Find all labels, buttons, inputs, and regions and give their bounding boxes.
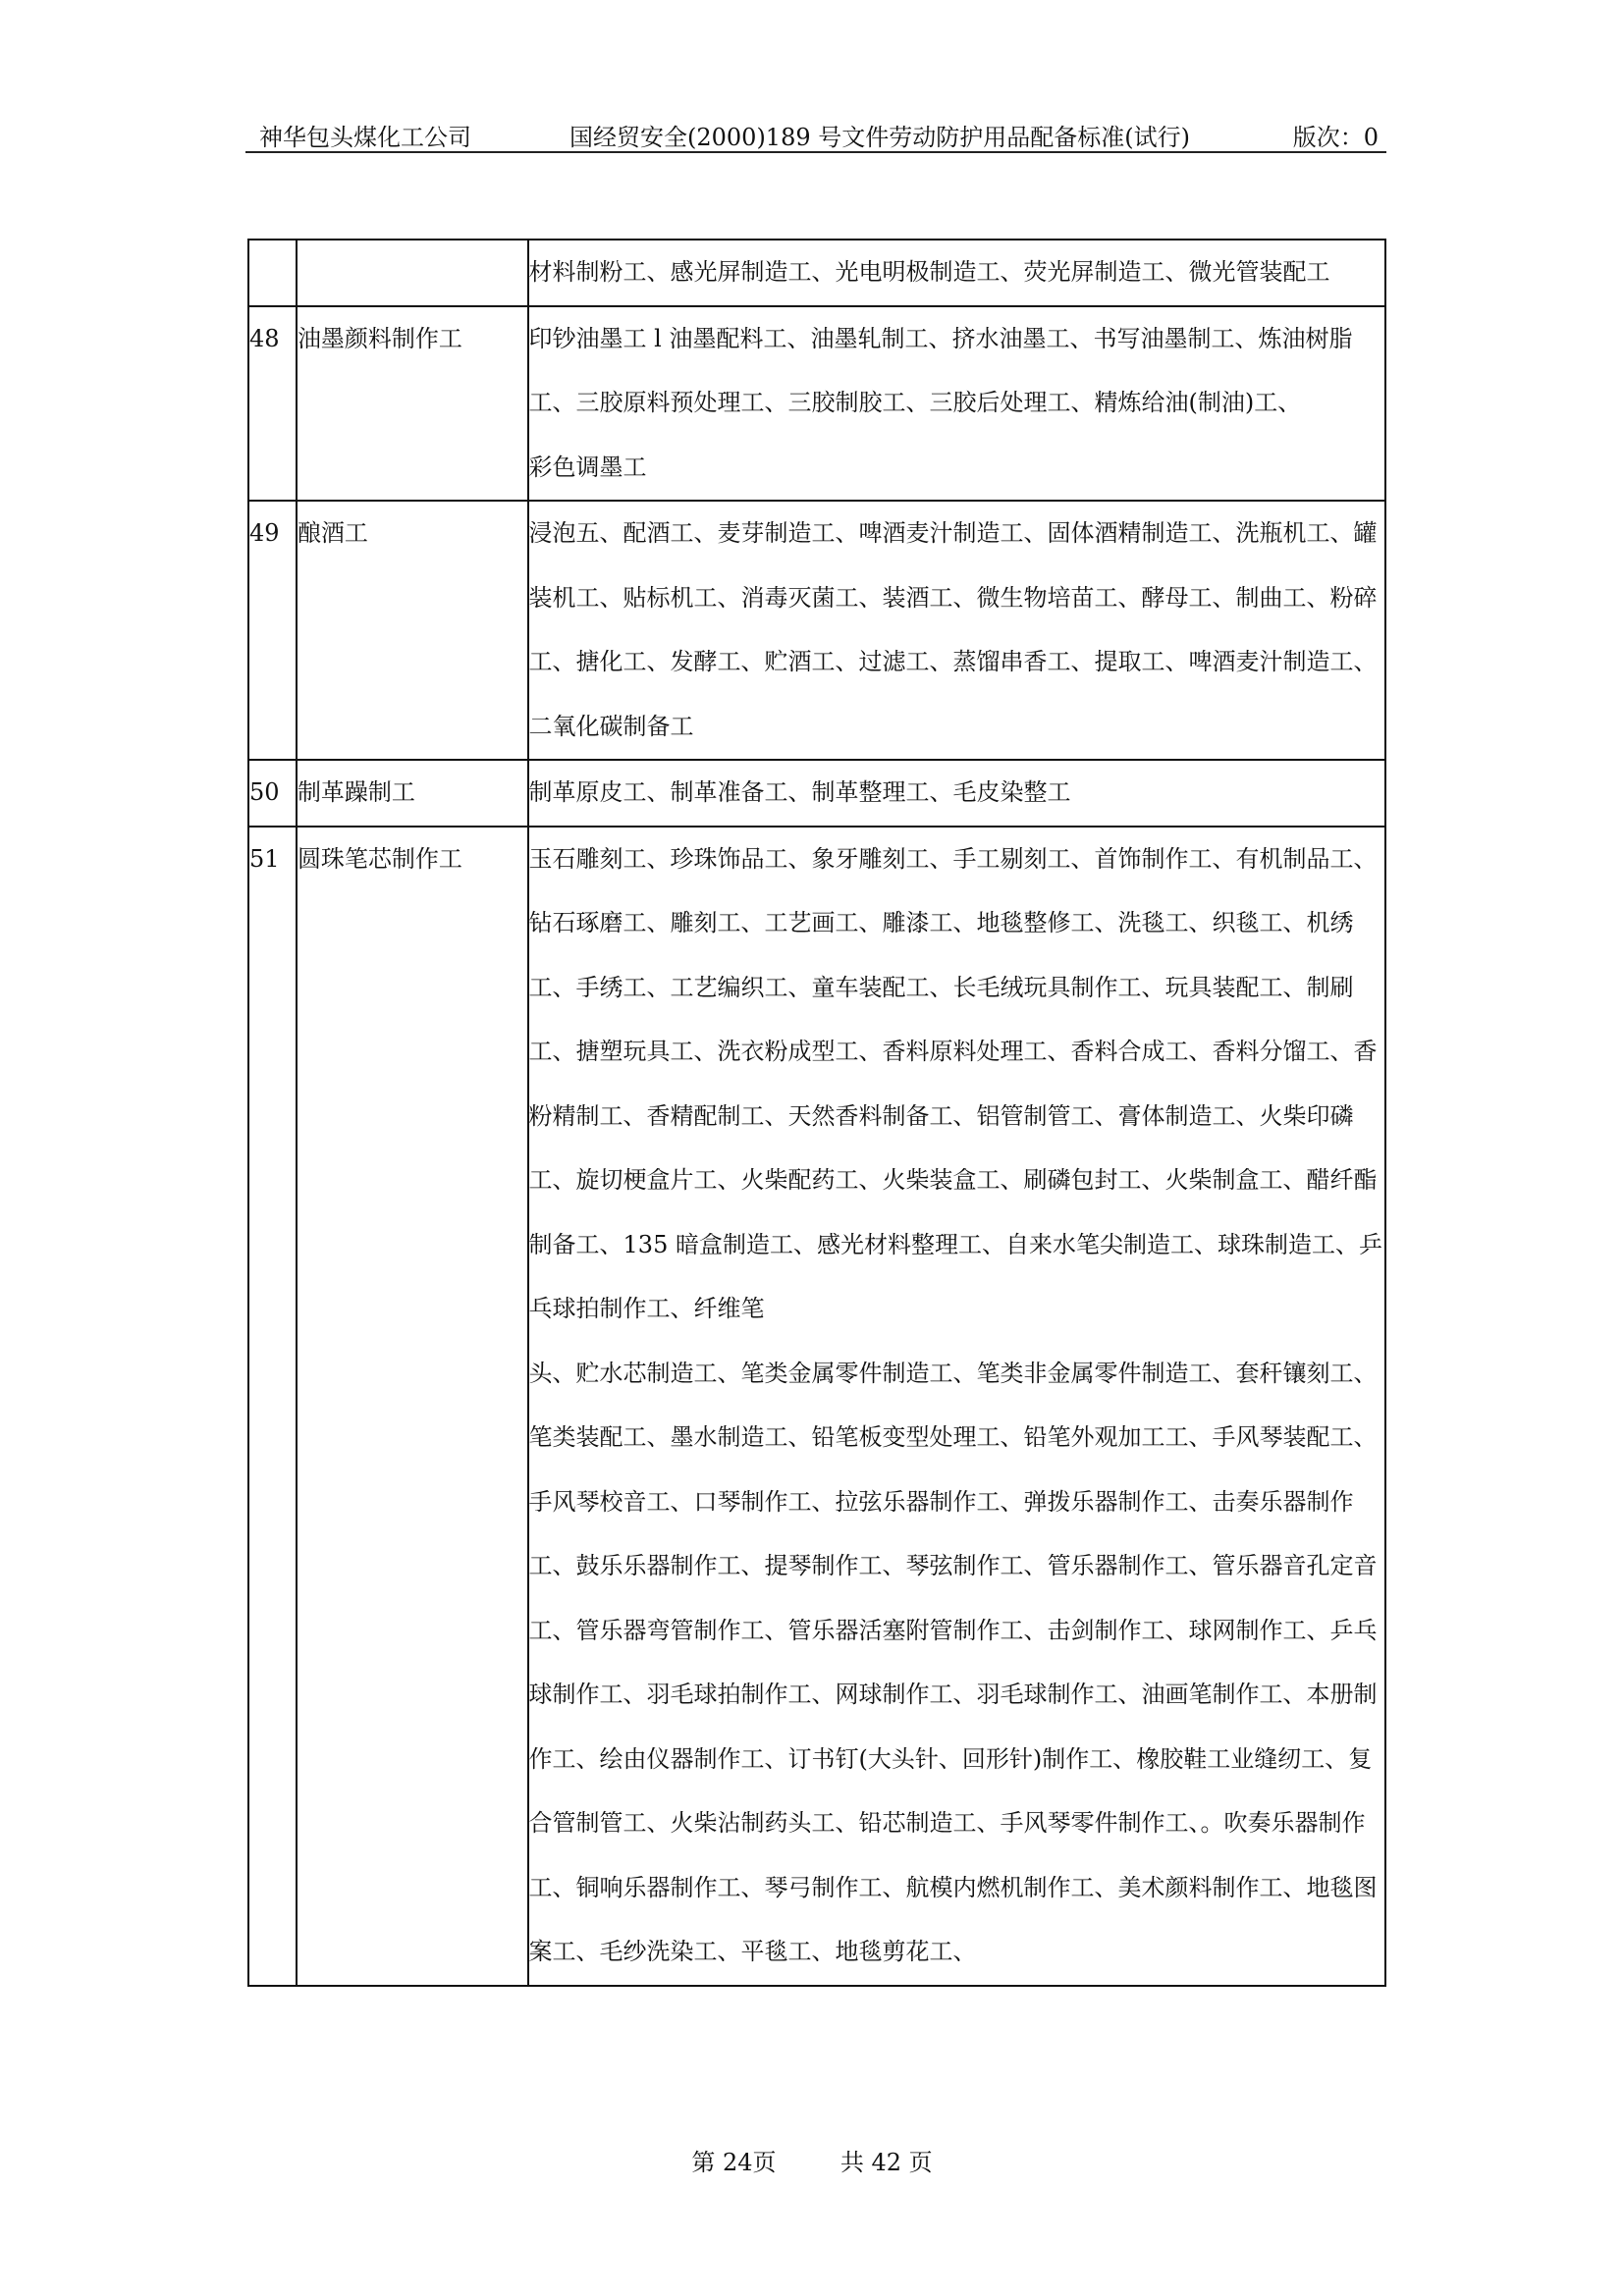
document-title: 国经贸安全(2000)189 号文件劳动防护用品配备标准(试行) [569, 124, 1190, 151]
occupation-name [297, 240, 528, 306]
occupation-name: 酿酒工 [297, 501, 528, 760]
page-total: 共 42 页 [839, 2149, 933, 2176]
page-header [245, 110, 1386, 153]
table-row [248, 501, 1385, 760]
occupation-name: 圆珠笔芯制作工 [297, 827, 528, 1986]
row-number: 50 [248, 760, 297, 827]
version-label: 版次：0 [1292, 124, 1379, 151]
occupation-list: 印钞油墨工 l 油墨配料工、油墨轧制工、挤水油墨工、书写油墨制工、炼油树脂工、三胶原料预处理工、三胶制胶工、三胶后处理工、精炼给油(制油)工、 彩色调墨工 [528, 306, 1385, 502]
occupation-name: 油墨颜料制作工 [297, 306, 528, 502]
row-number [248, 240, 297, 306]
table-row [248, 760, 1385, 827]
table-row [248, 240, 1385, 306]
row-number: 51 [248, 827, 297, 1986]
row-number: 49 [248, 501, 297, 760]
page-footer [0, 2143, 1624, 2177]
occupation-name: 制革躁制工 [297, 760, 528, 827]
occupation-list: 玉石雕刻工、珍珠饰品工、象牙雕刻工、手工剔刻工、首饰制作工、有机制品工、钻石琢磨工、雕刻工、工艺画工、雕漆工、地毯整修工、洗毯工、织毯工、机绣工、手绣工、工艺编织工、童车装配工、长毛绒玩具制作工、玩具装配工、制刷工、搪塑玩具工、洗衣粉成型工、香料原料处理工、香料合成工、香料分馏工、香粉精制工、香精配制工、天然香料制备工、铝管制管工、膏体制造工、火柴印磷工、旋切梗盒片工、火柴配药工、火柴装盒工、刷磷包封工、火柴制盒工、醋纤酯制备工、135 暗盒制造工、感光材料整理工、自来水笔尖制造工、球珠制造工、乒乓球拍制作工、纤维笔 头、贮水芯制造工、笔类金属零件制造工、笔类非金属零件制造工、套秆镶刻工、笔类装配工、墨水制造工、铅笔板变型处理工、铅笔外观加工工、手风琴装配工、手风琴校音工、口琴制作工、拉弦乐器制作工、弹拨乐器制作工、击奏乐器制作工、鼓乐乐器制作工、提琴制作工、琴弦制作工、管乐器制作工、管乐器音孔定音工、管乐器弯管制作工、管乐器活塞附管制作工、击剑制作工、球网制作工、乒乓球制作工、羽毛球拍制作工、网球制作工、羽毛球制作工、油画笔制作工、本册制作工、绘由仪器制作工、订书钉(大头针、回形针)制作工、橡胶鞋工业缝纫工、复合管制管工、火柴沾制药头工、铅芯制造工、手风琴零件制作工、。吹奏乐器制作工、铜响乐器制作工、琴弓制作工、航模内燃机制作工、美术颜料制作工、地毯图案工、毛纱洗染工、平毯工、地毯剪花工、 [528, 827, 1385, 1986]
table-row [248, 827, 1385, 1986]
occupation-table [247, 239, 1386, 1987]
page-number: 第 24页 [691, 2149, 777, 2176]
occupation-list: 浸泡五、配酒工、麦芽制造工、啤酒麦汁制造工、固体酒精制造工、洗瓶机工、罐装机工、贴标机工、消毒灭菌工、装酒工、微生物培苗工、酵母工、制曲工、粉碎工、搪化工、发酵工、贮酒工、过滤工、蒸馏串香工、提取工、啤酒麦汁制造工、二氧化碳制备工 [528, 501, 1385, 760]
occupation-list: 材料制粉工、感光屏制造工、光电明极制造工、荧光屏制造工、微光管装配工 [528, 240, 1385, 306]
table-row [248, 306, 1385, 502]
company-name: 神华包头煤化工公司 [259, 124, 471, 151]
occupation-list: 制革原皮工、制革准备工、制革整理工、毛皮染整工 [528, 760, 1385, 827]
row-number: 48 [248, 306, 297, 502]
